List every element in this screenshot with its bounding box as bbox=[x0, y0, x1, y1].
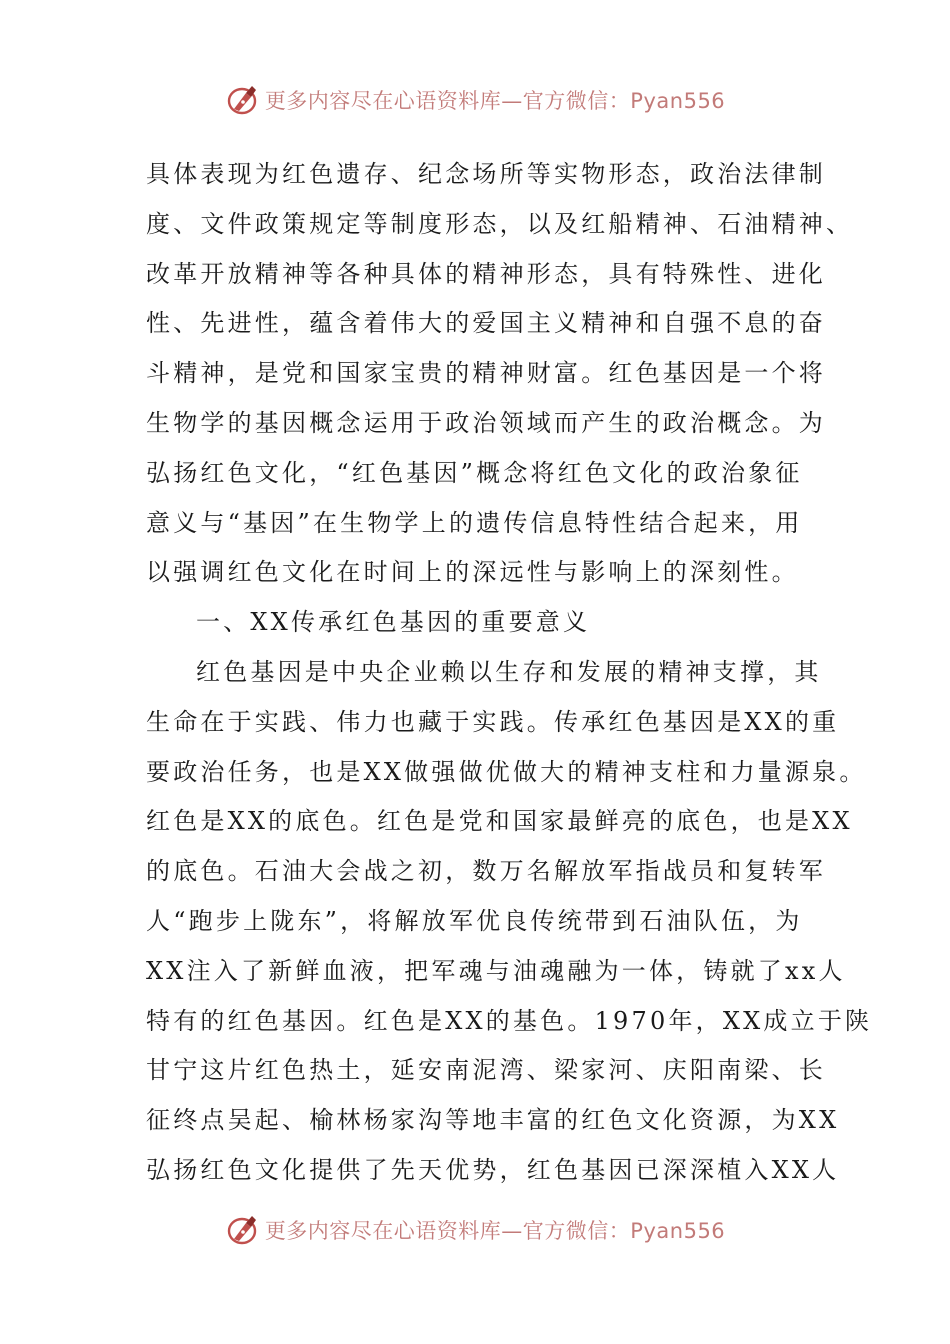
paragraph-line: 改革开放精神等各种具体的精神形态，具有特殊性、进化 bbox=[146, 259, 826, 288]
watermark-text: 更多内容尽在心语资料库—官方微信：Pyan556 bbox=[264, 89, 726, 113]
paragraph-line: 具体表现为红色遗存、纪念场所等实物形态，政治法律制 bbox=[146, 160, 826, 188]
paragraph-line: 人“跑步上陇东”，将解放军优良传统带到石油队伍，为 bbox=[146, 906, 803, 935]
paragraph-line: 的底色。石油大会战之初，数万名解放军指战员和复转军 bbox=[146, 857, 826, 886]
paragraph-line: XX注入了新鲜血液，把军魂与油魂融为一体，铸就了xx人 bbox=[146, 956, 846, 985]
paragraph-line: 红色是XX的底色。红色是党和国家最鲜亮的底色，也是XX bbox=[146, 807, 853, 836]
paragraph-line: 甘宁这片红色热土，延安南泥湾、梁家河、庆阳南梁、长 bbox=[146, 1056, 826, 1085]
paragraph-line: 生命在于实践、伟力也藏于实践。传承红色基因是XX的重 bbox=[146, 707, 840, 736]
paragraph-line: 征终点吴起、榆林杨家沟等地丰富的红色文化资源，为XX bbox=[146, 1106, 840, 1135]
paragraph-line: 要政治任务，也是XX做强做优做大的精神支柱和力量源泉。 bbox=[146, 757, 867, 786]
paragraph-line: 弘扬红色文化提供了先天优势，红色基因已深深植入XX人 bbox=[146, 1155, 840, 1184]
paragraph-line: 弘扬红色文化，“红色基因”概念将红色文化的政治象征 bbox=[146, 458, 803, 487]
paragraph-line: 性、先进性，蕴含着伟大的爱国主义精神和自强不息的奋 bbox=[146, 309, 826, 338]
paragraph-line: 特有的红色基因。红色是XX的基色。1970年，XX成立于陕 bbox=[146, 1006, 873, 1035]
pen-nib-circle-icon bbox=[225, 82, 261, 118]
header-watermark-banner bbox=[0, 80, 950, 120]
paragraph-line: 生物学的基因概念运用于政治领域而产生的政治概念。为 bbox=[146, 408, 826, 437]
paragraph-line: 以强调红色文化在时间上的深远性与影响上的深刻性。 bbox=[146, 558, 799, 587]
paragraph-line: 意义与“基因”在生物学上的遗传信息特性结合起来，用 bbox=[146, 508, 803, 537]
pen-nib-circle-icon bbox=[225, 1212, 261, 1248]
paragraph-line: 斗精神，是党和国家宝贵的精神财富。红色基因是一个将 bbox=[146, 359, 826, 388]
paragraph-line: 度、文件政策规定等制度形态，以及红船精神、石油精神、 bbox=[146, 209, 854, 238]
watermark-text: 更多内容尽在心语资料库—官方微信：Pyan556 bbox=[264, 1219, 726, 1243]
footer-watermark-banner bbox=[0, 1210, 950, 1250]
document-body bbox=[146, 150, 873, 1196]
paragraph-line: 红色基因是中央企业赖以生存和发展的精神支撑，其 bbox=[196, 657, 822, 686]
section-heading: 一、XX传承红色基因的重要意义 bbox=[196, 608, 591, 637]
